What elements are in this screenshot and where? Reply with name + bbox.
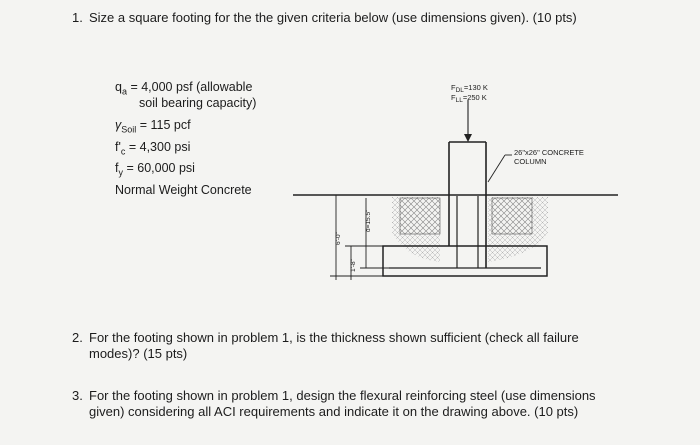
question-3-number: 3. — [72, 388, 83, 403]
fy-symbol: f — [115, 161, 119, 175]
qa-value: = 4,000 psf (allowable — [130, 80, 253, 94]
column-label-line1: 26"x26" CONCRETE — [514, 148, 584, 157]
question-3-text: For the footing shown in problem 1, design the flexural reinforcing steel (use dimensions given) considering all ACI requirements and indicate it on the drawing above. (10 pts) — [89, 388, 596, 419]
qa-subscript: a — [121, 86, 127, 97]
right-soil-hatch — [492, 198, 532, 234]
question-3 — [72, 388, 632, 420]
load-ll-label: FLL=250 K — [451, 93, 487, 104]
fc-subscript: c — [120, 146, 126, 157]
column-label-line2: COLUMN — [514, 157, 547, 166]
fy-subscript: y — [118, 167, 123, 178]
question-2 — [72, 330, 632, 362]
gamma-symbol: γ — [115, 118, 122, 132]
load-dl-label: FDL=130 K — [451, 83, 488, 94]
question-1-number: 1. — [72, 10, 83, 25]
column-callout-leader — [488, 155, 505, 182]
d-dim-label: d=15.5" — [365, 209, 372, 232]
given-qa-continued: soil bearing capacity) — [139, 96, 257, 110]
gamma-value: = 115 pcf — [139, 118, 191, 132]
load-arrow-head — [464, 134, 472, 142]
question-1-text: Size a square footing for the the given criteria below (use dimensions given). (10 pts) — [89, 10, 577, 25]
thickness-dim-label: 1'-8" — [350, 259, 357, 272]
question-2-text: For the footing shown in problem 1, is the thickness shown sufficient (check all failure modes)? (15 pts) — [89, 330, 579, 361]
qa-symbol: q — [115, 80, 122, 94]
depth-dim-label: 6'-0" — [335, 232, 342, 245]
gamma-subscript: Soil — [121, 124, 137, 135]
fy-value: = 60,000 psi — [126, 161, 195, 175]
given-concrete-type: Normal Weight Concrete — [115, 183, 252, 197]
fc-value: = 4,300 psi — [128, 140, 191, 154]
fc-symbol: f' — [115, 140, 121, 154]
left-soil-hatch — [400, 198, 440, 234]
question-2-number: 2. — [72, 330, 83, 345]
